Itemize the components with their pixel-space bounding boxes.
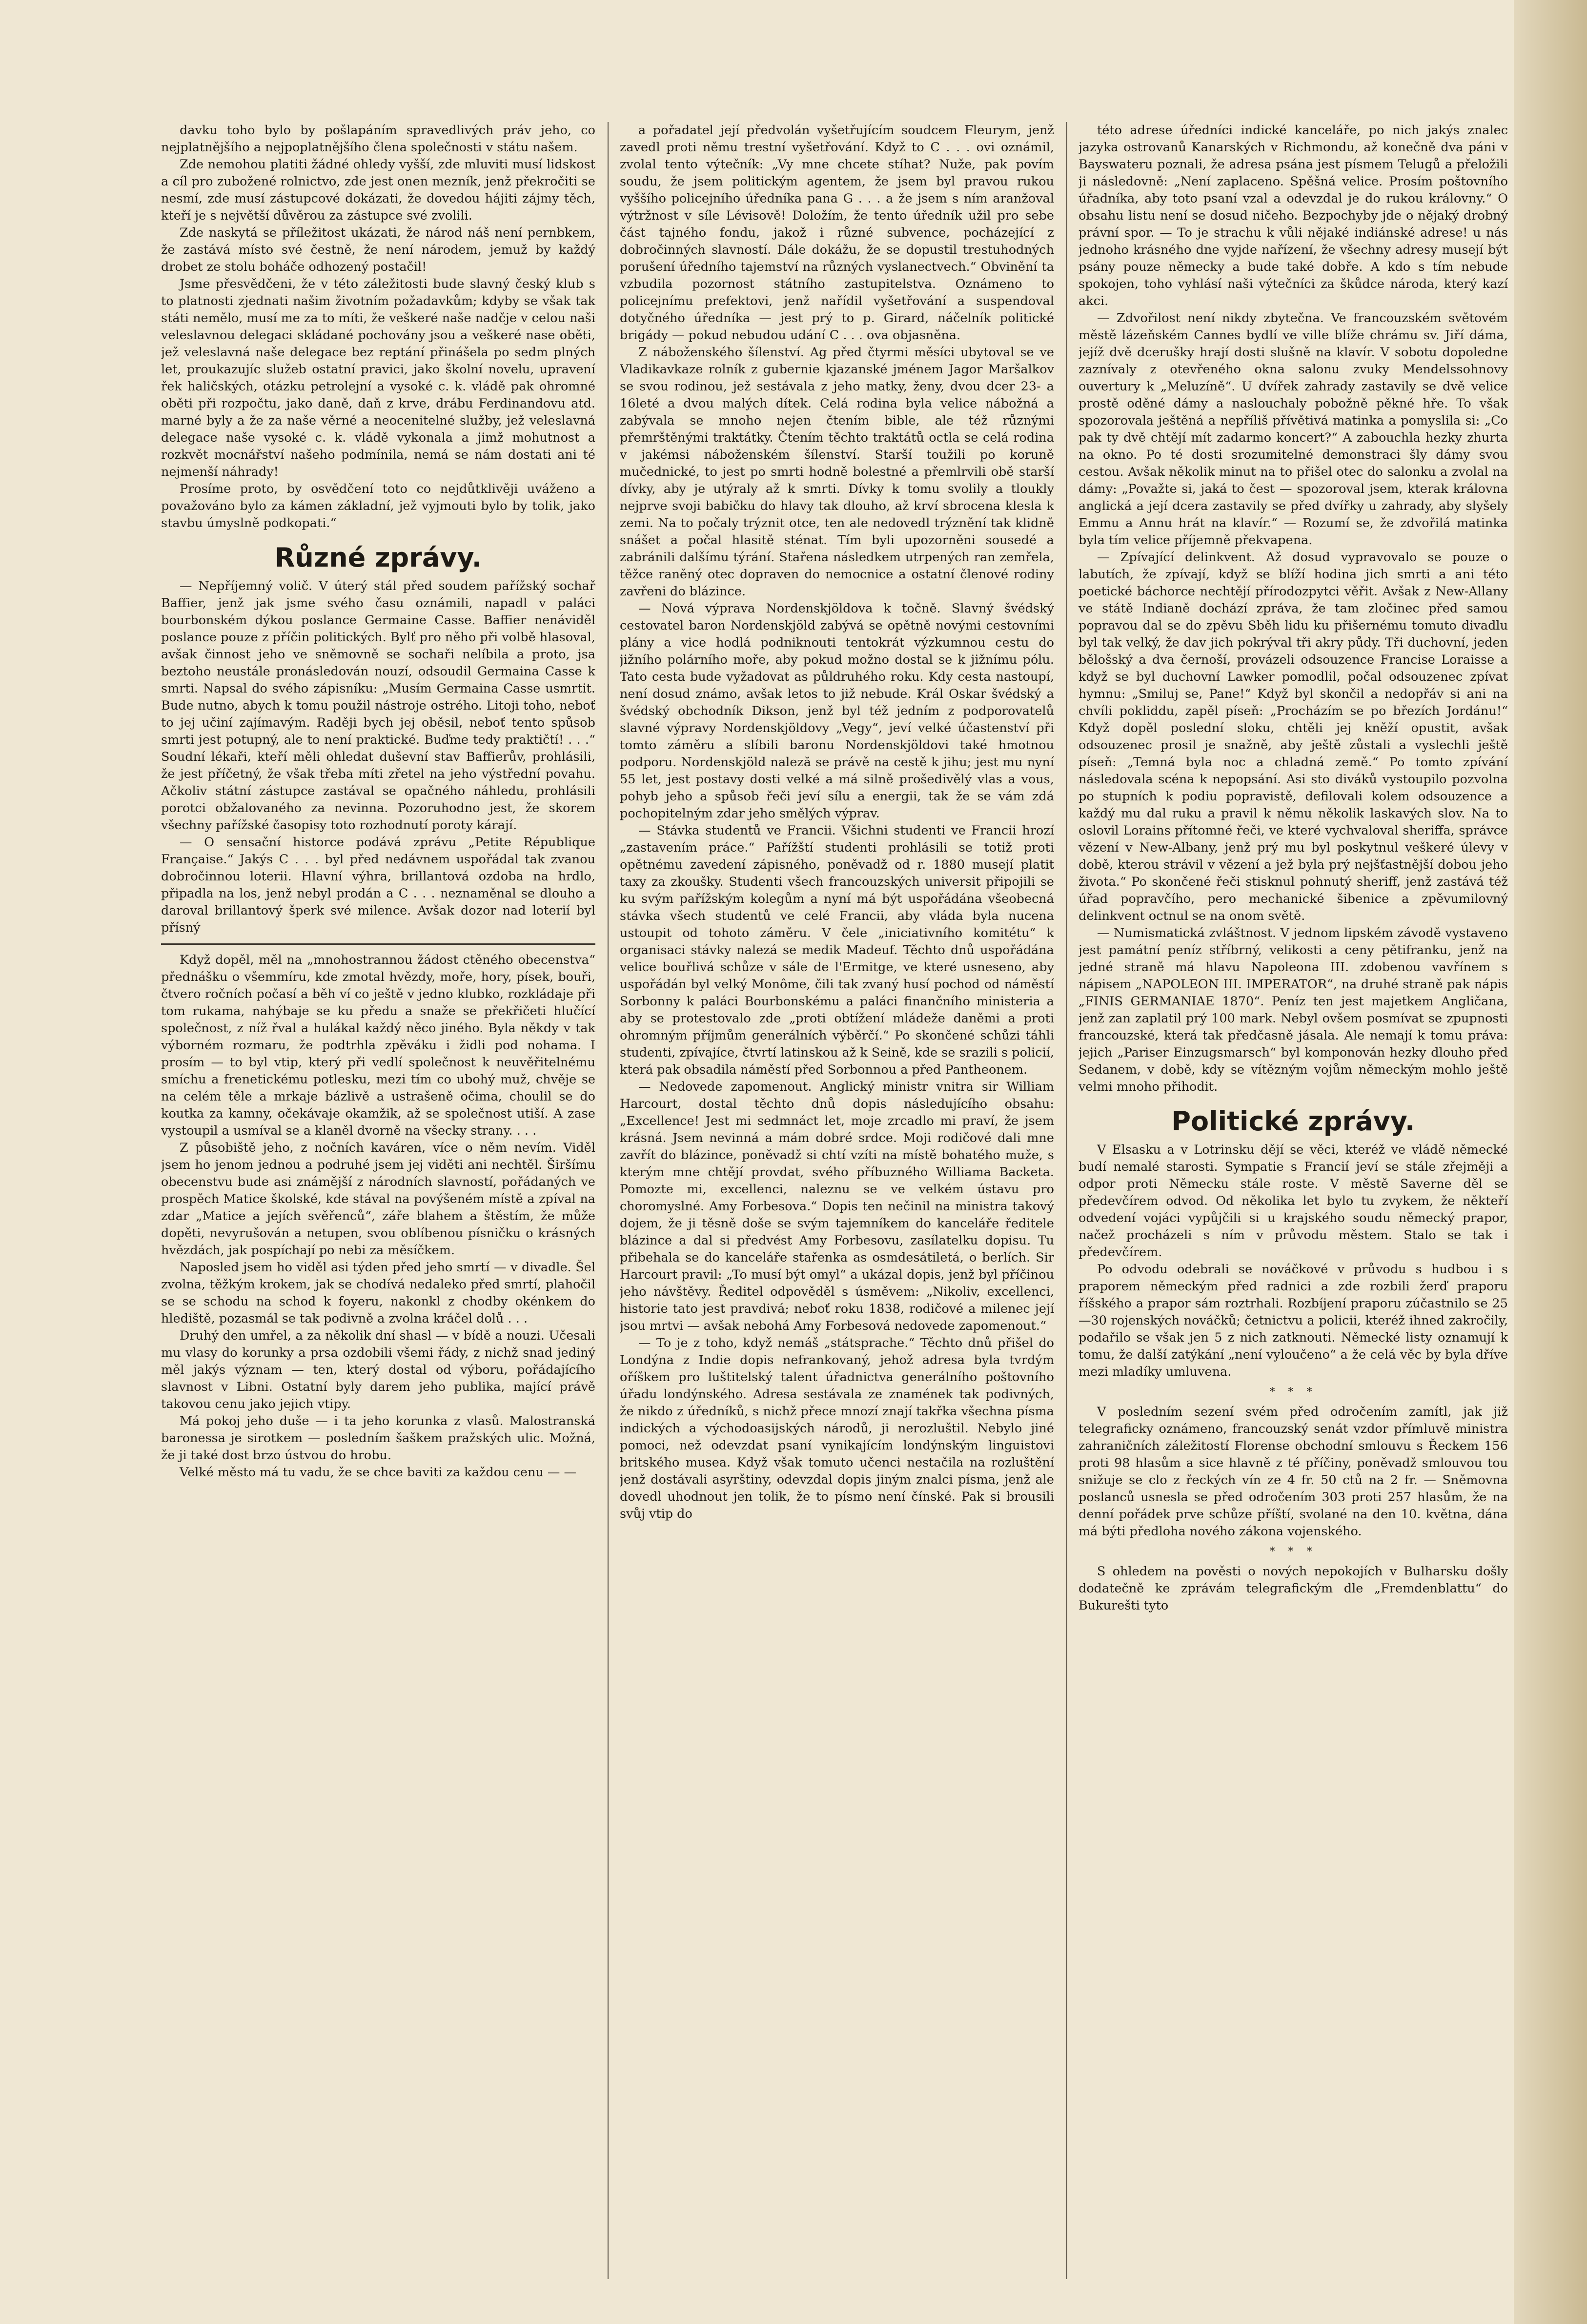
article-paragraph: — To je z toho, když nemáš „státsprache.“ Těchto dnů přišel do Londýna z Indie dopis nefrankovaný, jehož adresa byla tvrdým oříškem pro luštitelský talent úřadnictva generálního poštovního úřadu londýnského. Adresa sestávala ze znamének tak podivných, že nikdo z úředníků, s nichž přece mnozí znají takřka všechna písma indických a východoasijských národů, ji nerozluštil. Nebylo jiné pomoci, než odevzdat psaní vynikajícím londýnským linguistovi britského musea. Když však tomuto učenci nestačila na rozluštění jenž dostávali asyrštiny, odevzdal dopis jiným znalci písma, jenž ale dovedl uhodnout jen tolik, že to písmo není čínské. Pak si brousili svůj vtip do [620,1336,1054,1521]
asterism-separator: * * * [1269,1546,1317,1558]
article-paragraph: — Stávka studentů ve Francii. Všichni studenti ve Francii hrozí „zastavením práce.“ Pařížští studenti prohlásili se totiž proti opětnému zavedení zápisného, poněvadž od r. 1880 musejí platit taxy za zkoušky. Studenti všech francouzských universit připojili se ku svým pařížským kolegům a nyní má být uspořádána všeobecná stávka všech studentů ve celé Francii, aby vláda byla nucena ustoupit od tohoto záměru. V čele „iniciativního komitétu“ k organisaci stávky nalezá se medik Madeuf. Těchto dnů uspořádána velice bouřlivá schůze v sále de l'Ermitge, ve které usneseno, aby uspořádán byl velký Monôme, čili tak zvaný husí pochod od náměstí Sorbonny k paláci Bourbonskému a paláci finančního ministeria a aby se protestovalo zde „proti obtížení mládeže daněmi a proti ohromným příjmům generálních výběrčí.“ Po skončené schůzi táhli studenti, zpívajíce, čtvrtí latinskou až k Seině, kde se srazili s policií, která pak obsadila náměstí před Sorbonnou a před Pantheonem. [620,823,1054,1077]
asterism-separator: * * * [1269,1386,1317,1398]
article-paragraph: Zde naskytá se příležitost ukázati, že národ náš není pernbkem, že zastává místo své čestně, že není národem, jemuž by každý drobet ze stolu boháče odhozený postačil! [161,225,595,274]
article-paragraph: V Elsasku a v Lotrinsku dějí se věci, kteréž ve vládě německé budí nemalé starosti. Sympatie s Francií jeví se stále zřejměji a odpor proti Německu stále roste. V městě Saverne děl se předevčírem odvod. Od několika let bylo tu zvykem, že někteří odvedení vojáci vypůjčili si u krajského soudu německý prapor, načež procházeli s ním v průvodu městem. Stalo se tak i předevčírem. [1078,1142,1508,1260]
article-paragraph: Zde nemohou platiti žádné ohledy vyšší, zde mluviti musí lidskost a cíl pro zubožené rolnictvo, zde jest onen mezník, jenž překročiti se nesmí, zde musí zástupcové dokázati, že dovedou hájiti zájmy těch, kteří je s největší důvěrou za zástupce své zvolili. [161,157,595,223]
article-paragraph: S ohledem na pověsti o nových nepokojích v Bulharsku došly dodatečně ke zprávám telegrafickým dle „Fremdenblattu“ do Bukurešti tyto [1078,1564,1508,1613]
article-paragraph: Z náboženského šílenství. Ag před čtyrmi měsíci ubytoval se ve Vladikavkaze rolník z gubernie kjazanské jménem Jagor Maršalkov se svou rodinou, jež sestávala z jeho matky, ženy, dvou dcer 23- a 16leté a dvou malých dítek. Celá rodina byla velice nábožná a zabývala se mnoho nejen čtením bible, ale též různými přemrštěnými traktátky. Čtením těchto traktátů octla se celá rodina v jakémsi náboženském šílenství. Starší toužili po koruně mučednické, to jest po smrti hodně bolestné a přemlrvili obě starší dívky, aby je utýraly až k smrti. Dívky k tomu svolily a tloukly nejprve svoji babičku do hlavy tak dlouho, až krví sbrocena klesla k zemi. Na to počaly trýznit otce, ten ale nedovedl trýznění tak klidně snášet a počal hlasitě sténat. Tím byli upozorněni sousedé a zabránili dalšímu týrání. Stařena následkem utrpených ran zemřela, těžce raněný otec dopraven do nemocnice a ostatní členové rodiny zavřeni do blázince. [620,345,1054,599]
column-middle [620,122,1054,2279]
article-paragraph: — Zpívající delinkvent. Až dosud vypravovalo se pouze o labutích, že zpívají, když se blíží hodina jich smrti a ani této poetické báchorce nechtějí přírodozpytci věřit. Avšak z New-Allany ve státě Indianě dochází zpráva, že tam zločinec před samou popravou dal se do zpěvu Sběh lidu ku přišernému tomuto divadlu byl tak velký, že dav jich pokrýval tři akry půdy. Tři duchovní, jeden bělošský a dva černoší, provázeli odsouzence Francise Loraisse a když se byl duchovní Lawker pomodlil, počal odsouzenec zpívat hymnu: „Smiluj se, Pane!“ Když byl skončil a nedopřáv si ani na chvíli pokliddu, zapěl píseň: „Procházím se po březích Jordánu!“ Když dopěl poslední sloku, chtěli jej kněží opustit, avšak odsouzenec prosil je snažně, aby ještě zůstali a vyslechli ještě píseň: „Temná byla noc a chladná země.“ Po tomto zpívání následovala scéna k nepopsání. Asi sto diváků vystoupilo pozvolna po stupních k podiu popravistě, defilovali kolem odsouzence a každý mu dal ruku a pravil k němu několik laskavých slov. Na to oslovil Lorains přítomné řeči, ve které vychvaloval sheriffa, správce vězení v New-Albany, jenž prý mu byl poskytnul veškeré úlevy v době, kterou strávil v vězení a jež byla prý nejšťastnější dobou jeho života.“ Po skončené řeči stisknul pohnutý sheriff, jenž zastává též úřad popravčího, pero mechanické šibenice a zpěvumilovný delinkvent octnul se na onom světě. [1078,550,1508,923]
article-paragraph: V posledním sezení svém před odročením zamítl, jak již telegraficky oznámeno, francouzský senát vzdor přímluvě ministra zahraničních záležitostí Florense obchodní smlouvu s Řeckem 156 proti 98 hlasům a sice hlavně z té příčiny, poněvadž smlouvou tou snižuje se clo z řeckých vín ze 4 fr. 50 ctů na 2 fr. — Sněmovna poslanců usnesla se před odročením 303 proti 257 hlasům, že na denní pořádek prve schůze příští, svolané na den 10. května, dána má býti předloha nového zákona vojenského. [1078,1405,1508,1539]
section-heading: Politické zprávy. [1171,1106,1415,1137]
article-paragraph: Má pokoj jeho duše — i ta jeho korunka z vlasů. Malostranská baronessa je sirotkem — posledním šaškem pražských ulic. Možná, že ji také dost brzo ústvou do hrobu. [161,1414,595,1463]
article-paragraph: této adrese úředníci indické kanceláře, po nich jakýs znalec jazyka ostrovanů Kanarských v Richmondu, až konečně dva páni v Bayswateru poznali, že adresa psána jest písmem Telugů a přeložili ji následovně: „Není zaplaceno. Spěšná velice. Prosím poštovního úřadníka, aby toto psaní vzal a odevzdal je do rukou královny.“ O obsahu listu není se dosud ničeho. Bezpochyby jde o nějaký drobný právní spor. — To je strachu k vůli nějaké indiánské adrese! u nás jednoho krásného dne vyjde nařízení, že všechny adresy musejí být psány pouze německy a bude také dobře. A kdo s tím nebude spokojen, toho vyhlásí naši výtečníci za škůdce národa, který kazí akci. [1078,123,1508,308]
article-paragraph: Z působiště jeho, z nočních kaváren, více o něm nevím. Viděl jsem ho jenom jednou a podruhé jsem jej viděti ani nechtěl. Širšímu obecenstvu bude asi známější z národních slavností, pořádaných ve prospěch Matice školské, kde stával na povýšeném místě a zpíval na zdar „Matice a jejích svěřenců“, záře blahem a štěstím, že může dopěti, nevyrušován a netupen, svou oblíbenou písničku o krásných hvězdách, jak pospíchají po nebi za měsíčkem. [161,1141,595,1258]
section-heading: Různé zprávy. [274,542,482,573]
column-left [161,122,595,2279]
newspaper-page [161,122,1508,2279]
article-paragraph: Naposled jsem ho viděl asi týden před jeho smrtí — v divadle. Šel zvolna, těžkým krokem, jak se chodívá nedaleko před smrtí, plahočil se se schodu na schod k foyeru, nakonkl z chodby okénkem do hlediště, pozasmál se tak podivně a zvolna kráčel dolů . . . [161,1260,595,1326]
article-paragraph: — Numismatická zvláštnost. V jednom lipském závodě vystaveno jest památní peníz stříbrný, velikosti a ceny pětifranku, jenž na jedné straně má hlavu Napoleona III. zdobenou vavřínem s nápisem „NAPOLEON III. IMPERATOR“, na druhé straně pak nápis „FINIS GERMANIAE 1870“. Peníz ten jest majetkem Angličana, jenž zan zaplatil prý 100 mark. Nebyl ovšem posmívat se zpupnosti francouzské, která tak předčasně jásala. Ale nemají k tomu práva: jejich „Pariser Einzugsmarsch“ byl komponován hezky dlouho před Sedanem, v době, kdy se vítězným vojům německým mohlo ještě velmi mnoho přihodit. [1078,926,1508,1094]
page-edge [1514,0,1587,2324]
article-paragraph: — Nepříjemný volič. V úterý stál před soudem pařížský sochař Baffier, jenž jak jsme svého času oznámili, napadl v paláci bourbonském dýkou poslance Germaine Casse. Baffier nenáviděl poslance pouze z příčin politických. Bylť pro něho při volbě hlasoval, avšak činnost jeho ve sněmovně se sochaři nelíbila a proto, jsa beztoho neustále pronásledován nouzí, odsoudil Germaina Casse k smrti. Napsal do svého zápisníku: „Musím Germaina Casse usmrtit. Bude nutno, abych k tomu použil nástroje ostrého. Litoji toho, neboť to jej učiní zajímavým. Raději bych jej oběsil, neboť tento spůsob smrti jest potupný, ale to není praktické. Buďme tedy praktičtí! . . .“ Soudní lékaři, kteří měli ohledat duševní stav Baffierův, prohlásili, že jest příčetný, že však třeba míti zřetel na jeho výstřední povahu. Ačkoliv státní zástupce zastával se opačného náhledu, prohlásili porotci obžalovaného za nevinna. Pozoruhodno jest, že skorem všechny pařížské časopisy toto rozhodnutí poroty kárají. [161,579,595,833]
column-rule-2 [1066,122,1067,2279]
separator-rule [161,943,595,945]
article-paragraph: — O sensační historce podává zprávu „Petite République Française.“ Jakýs C . . . byl před nedávnem uspořádal tak zvanou dobročinnou loterii. Hlavní výhra, brillantová ozdoba na hrdlo, připadla na los, jenž nebyl prodán a C . . . neznaměnal se dlouho a daroval brillantový šperk své milence. Avšak dozor nad loterií byl přísný [161,835,595,935]
article-paragraph: Po odvodu odebrali se nováčkové v průvodu s hudbou i s praporem německým před radnici a zde rozbili žerď praporu říšského a prapor sám roztrhali. Rozbíjení praporu zúčastnilo se 25—30 rojenských nováčků; četnictvu a policii, kteréž ihned zakročily, podařilo se však jen 5 z nich zatknouti. Německé listy oznamují k tomu, že další zatýkání „není vyloučeno“ a že celá věc by byla dříve mezi mladíky umluvena. [1078,1262,1508,1379]
column-right [1078,122,1508,2279]
article-paragraph: Prosíme proto, by osvědčení toto co nejdůtklivěji uváženo a považováno bylo za kámen základní, jež vyjmouti bylo by tolik, jako stavbu úmyslně podkopati.“ [161,482,595,530]
article-paragraph: Jsme přesvědčeni, že v této záležitosti bude slavný český klub s to platnosti zjednati našim životním požadavkům; kdyby se však tak státi nemělo, musí me za to míti, že veškeré naše nadčje v celou naši veleslavnou delegaci skládané pochovány jsou a veškeré nase oběti, jež veleslavná naše delegace bez reptání přinášela po sedm plných let, proukazujíc služeb ostatní pravici, jako školní novelu, upravení řek haličských, otázku petrolejní a vysoké c. k. vládě pak ohromné oběti při rozpočtu, jako daně, daň z krve, drábu Ferdinandovu atd. marné byly a že za naše věrné a neocenitelné služby, jež veleslavná delegace naše vysoké c. k. vládě vykonala a jimž mohutnost a rozkvět mocnářství našeho podmínila, nemá se nám dostati ani té nejmenší náhrady! [161,277,595,479]
article-paragraph: — Nová výprava Nordenskjöldova k točně. Slavný švédský cestovatel baron Nordenskjöld zabývá se opětně novými cestovními plány a vice hodlá podniknouti tentokrát výzkumnou cestu do jižního polárního moře, aby pokud možno dostal se k jižnímu pólu. Tato cesta bude vyžadovat as půldruhého roku. Kdy cesta nastoupí, není dosud známo, avšak letos to již nebude. Král Oskar švédský a švédský obchodník Dikson, jenž byl též jedním z podporovatelů slavné výpravy Nordenskjöldovy „Vegy“, jeví velké účastenství při tomto záměru a slíbili baronu Nordenskjöldovi také hmotnou podporu. Nordenskjöld naleză se právě na cestě k jihu; jest mu nyní 55 let, jest postavy dosti velké a má silně prošedivělý vlas a vous, pohyb jeho a spůsob řeči jeví sílu a energii, tak že se vám zdá pochopitelným zdar jeho smělých výprav. [620,601,1054,821]
article-paragraph: davku toho bylo by pošlapáním spravedlivých práv jeho, co nejplatnějšího a nejpoplatnějšího člena společnosti v státu našem. [161,123,595,155]
article-paragraph: Velké město má tu vadu, že se chce baviti za každou cenu — — [180,1465,577,1480]
column-rule-1 [608,122,609,2279]
article-paragraph: — Nedovede zapomenout. Anglický ministr vnitra sir William Harcourt, dostal těchto dnů dopis následujícího obsahu: „Excellence! Jest mi sedmnáct let, moje zrcadlo mi praví, že jsem krásná. Jsem nevinná a mám dobré srdce. Moji rodičové dali mne zavřít do blázince, poněvadž si chtí vzíti na místě bohatého muže, s kterým mne chtějí provdat, svého příbuzného Williama Backeta. Pomozte mi, excellenci, naleznu se ve velkém ústavu pro choromyslné. Amy Forbesova.“ Dopis ten nečinil na ministra takový dojem, že ji těsně doše se svým tajemníkem do kanceláře ředitele blázince a dal si předvést Amy Forbesovu, zasílatelku dopisu. Tu přibehala se do kanceláře stařenka as osmdesátiletá, o berlích. Sir Harcourt pravil: „To musí být omyl“ a ukázal dopis, jenž byl příčinou jeho návštěvy. Ředitel odpověděl s úsměvem: „Nikoliv, excellenci, historie tato jest pravdivá; neboť roku 1838, rodičové a milenec její jsou mrtvi — avšak nebohá Amy Forbesová nedovede zapomenout.“ [620,1080,1054,1333]
article-paragraph: — Zdvořilost není nikdy zbytečna. Ve francouzském světovém městě lázeňském Cannes bydlí ve ville blíže chrámu sv. Jiří dáma, jejíž dvě dcerušky hrají dosti slušně na klavír. V sobotu dopoledne zaznívaly z otevřeného okna salonu zvuky Mendelssohnovy ouvertury k „Meluzíně“. U dvířek zahrady zastavily se dvě velice prostě oděné dámy a naslouchaly pobožně pěkné hře. To však spozorovala ještěná a nepříliš přívětivá matinka a pomyslila si: „Co pak ty dvě chtějí mít zadarmo koncert?“ A zabouchla hezky zhurta na okno. Po té dosti srozumitelné demonstraci šly dámy svou cestou. Avšak několik minut na to přišel otec do salonku a zvolal na dámy: „Považte si, jaká to čest — spozoroval jsem, kterak královna anglická a její dcera zastavily se před dvířky u zahrady, aby slyšely Emmu a Annu hrát na klavír.“ — Rozumí se, že zdvořilá matinka byla tím velice příjemně překvapena. [1078,311,1508,548]
article-paragraph: Druhý den umřel, a za několik dní shasl — v bídě a nouzi. Učesali mu vlasy do korunky a prsa ozdobili všemi řády, z nichž snad jediný měl jakýs význam — ten, který dostal od výboru, pořádajícího slavnost v Libni. Ostatní byly darem jeho publika, mající právě takovou cenu jako jejich vtipy. [161,1328,595,1411]
article-paragraph: a pořadatel její předvolán vyšetřujícím soudcem Fleurym, jenž zavedl proti němu trestní vyšetřování. Když to C . . . ovi oznámil, zvolal tento výtečník: „Vy mne chcete stíhat? Nuže, pak povím soudu, že jsem politickým agentem, že jsem byl pravou rukou vyššího policejního úředníka pana G . . . a že jsem s ním aranžoval výtržnost v síle Lévisově! Doložím, že tento úředník užil pro sebe část tajného fondu, jakož i různé subvence, pocházející z dobročinných slavností. Dále dokážu, že se dopustil trestuhodných porušení úředního tajemství na různých vyslanectvech.“ Obvinění ta vzbudila pozornost státního zastupitelstva. Oznámeno to policejnímu prefektovi, jenž nařídil vyšetřování a suspendoval dotyčného úředníka — jest prý to p. Girard, náčelník politické brigády — pokud nebudou udání C . . . ova objasněna. [620,123,1054,343]
article-paragraph: Když dopěl, měl na „mnohostrannou žádost ctěného obecenstva“ přednášku o všemmíru, kde zmotal hvězdy, moře, hory, písek, bouři, čtvero ročních počasí a běh ví co ještě v jedno klubko, rozkládaje při tom rukama, nahýbaje se ku předu a snaže se překřičeti hlučící společnost, z níž řval a hulákal každý něco jiného. Byla někdy v tak výborném rozmaru, že podtrhla zpěváku i židli pod nohama. I prosím — to byl vtip, který při vedlí společnost k neuvěřitelnému smíchu a frenetickému potlesku, mezi tím co ubohý muž, chvěje se na celém těle a mrkaje bázlivě a ustrašeně očima, choulil se do koutka za kamny, očekávaje okamžik, až se společnost utiší. A zase vystoupil a usmíval se a klaněl dvorně na všecky strany. . . . [161,953,595,1138]
